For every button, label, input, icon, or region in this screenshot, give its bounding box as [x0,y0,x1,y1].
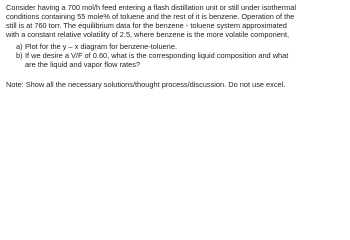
part-text [25,42,344,51]
part-label: a) [16,42,23,52]
part-line: Plot for the y – x diagram for benzene-toluene. [25,42,178,52]
part-line: If we desire a V/F of 0.60, what is the corresponding liquid composition and what [25,51,289,61]
part-line: are the liquid and vapor flow rates? [25,60,141,70]
problem-line: still is at 760 torr. The equilibrium data for the benzene - toluene system approximated [6,21,287,31]
question-part-b [16,51,344,69]
question-part-a [16,42,344,51]
instructions-note: Note: Show all the necessary solutions/thought process/discussion. Do not use excel. [6,80,286,90]
part-text [25,51,344,69]
problem-line: with a constant relative volatility of 2.5, where benzene is the more volatile component, [6,30,290,40]
part-label: b) [16,51,23,61]
problem-line: conditions containing 55 mole% of toluene and the rest of it is benzene. Operation of the [6,12,295,22]
problem-statement [6,3,344,39]
question-parts [6,42,344,69]
problem-line: Consider having a 700 mol/h feed entering a flash distillation unit or still under isothermal [6,3,297,12]
